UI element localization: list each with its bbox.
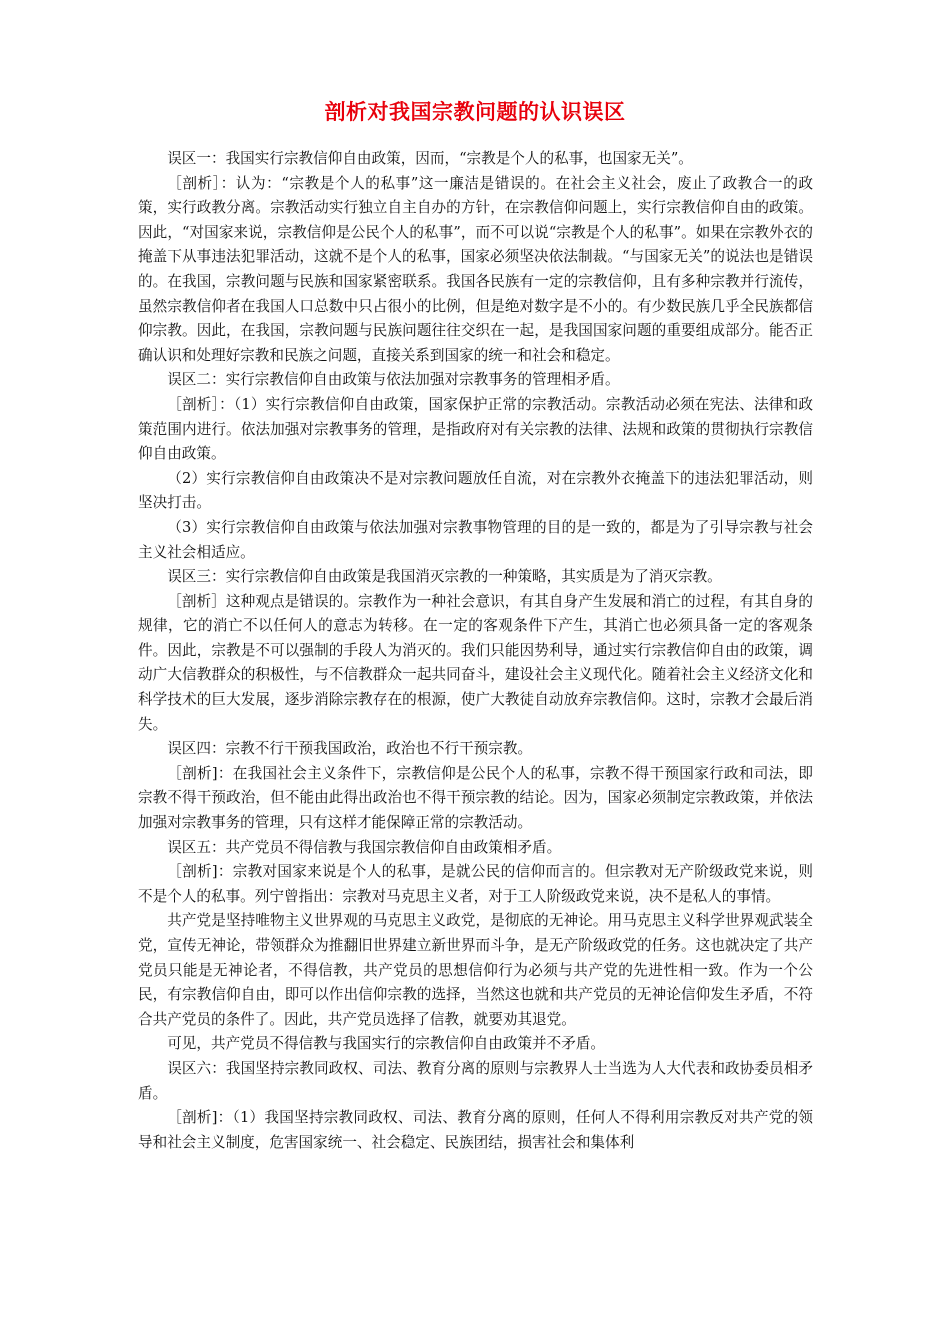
paragraph-analysis-2-point-1: ［剖析］：（1）实行宗教信仰自由政策，国家保护正常的宗教活动。宗教活动必须在宪法、法律和政策范围内进行。依法加强对宗教事务的管理，是指政府对有关宗教的法律、法规和政策的贯彻执行宗教信仰自由政策。 [138, 395, 813, 463]
paragraph-conclusion-5: 可见，共产党员不得信教与我国实行的宗教信仰自由政策并不矛盾。 [167, 1035, 606, 1053]
paragraph-analysis-2-point-2: （2）实行宗教信仰自由政策决不是对宗教问题放任自流，对在宗教外衣掩盖下的违法犯罪活动，则坚决打击。 [138, 469, 813, 512]
paragraph-analysis-4: ［剖析]：在我国社会主义条件下，宗教信仰是公民个人的私事，宗教不得干预国家行政和司法，即宗教不得干预政治，但不能由此得出政治也不得干预宗教的结论。因为，国家必须制定宗教政策，并依法加强对宗教事务的管理，只有这样才能保障正常的宗教活动。 [138, 764, 813, 832]
paragraph-misconception-2: 误区二：实行宗教信仰自由政策与依法加强对宗教事务的管理相矛盾。 [167, 371, 620, 389]
paragraph-analysis-5: ［剖析]：宗教对国家来说是个人的私事，是就公民的信仰而言的。但宗教对无产阶级政党来说，则不是个人的私事。列宁曾指出：宗教对马克思主义者，对于工人阶级政党来说，决不是私人的事情。 [138, 863, 813, 905]
paragraph-analysis-1: ［剖析］：认为：“宗教是个人的私事”这一廉洁是错误的。在社会主义社会，废止了政教合一的政策，实行政教分离。宗教活动实行独立自主自办的方针，在宗教信仰问题上，实行宗教信仰自由的政策。因此，“对国家来说，宗教信仰是公民个人的私事”，而不可以说“宗教是个人的私事”。如果在宗教外衣的掩盖下从事违法犯罪活动，这就不是个人的私事，国家必须坚决依法制裁。“与国家无关”的说法也是错误的。在我国，宗教问题与民族和国家紧密联系。我国各民族有一定的宗教信仰，且有多种宗教并行流传，虽然宗教信仰者在我国人口总数中只占很小的比例，但是绝对数字是不小的。有少数民族几乎全民族都信仰宗教。因此，在我国，宗教问题与民族问题往往交织在一起，是我国国家问题的重要组成部分。能否正确认识和处理好宗教和民族之问题，直接关系到国家的统一和社会和稳定。 [138, 174, 813, 364]
paragraph-analysis-6-point-1: ［剖析]：（1）我国坚持宗教同政权、司法、教育分离的原则，任何人不得利用宗教反对共产党的领导和社会主义制度，危害国家统一、社会稳定、民族团结，损害社会和集体利 [138, 1109, 813, 1151]
paragraph-analysis-3: ［剖析］这种观点是错误的。宗教作为一种社会意识，有其自身产生发展和消亡的过程，有其自身的规律，它的消亡不以任何人的意志为转移。在一定的客观条件下产生，其消亡也必须具备一定的客观条件。因此，宗教是不可以强制的手段人为消灭的。我们只能因势利导，通过实行宗教信仰自由的政策，调动广大信教群众的积极性，与不信教群众一起共同奋斗，建设社会主义现代化。随着社会主义经济文化和科学技术的巨大发展，逐步消除宗教存在的根源，使广大教徒自动放弃宗教信仰。这时，宗教才会最后消失。 [138, 592, 813, 733]
paragraph-misconception-6: 误区六：我国坚持宗教同政权、司法、教育分离的原则与宗教界人士当选为人大代表和政协委员相矛盾。 [138, 1059, 813, 1102]
paragraph-misconception-4: 误区四：宗教不行干预我国政治，政治也不行干预宗教。 [167, 740, 533, 758]
page-title: 剖析对我国宗教问题的认识误区 [324, 99, 626, 124]
paragraph-analysis-5-continued: 共产党是坚持唯物主义世界观的马克思主义政党，是彻底的无神论。用马克思主义科学世界观武装全党，宣传无神论，带领群众为推翻旧世界建立新世界而斗争，是无产阶级政党的任务。这也就决定了共产党员只能是无神论者，不得信教，共产党员的思想信仰行为必须与共产党的先进性相一致。作为一个公民，有宗教信仰自由，即可以作出信仰宗教的选择，当然这也就和共产党员的无神论信仰发生矛盾，不符合共产党员的条件了。因此，共产党员选择了信教，就要劝其退党。 [138, 912, 813, 1028]
paragraph-analysis-2-point-3: （3）实行宗教信仰自由政策与依法加强对宗教事物管理的目的是一致的，都是为了引导宗教与社会主义社会相适应。 [138, 518, 813, 561]
paragraph-misconception-3: 误区三：实行宗教信仰自由政策是我国消灭宗教的一种策略，其实质是为了消灭宗教。 [167, 568, 722, 586]
paragraph-misconception-5: 误区五：共产党员不得信教与我国宗教信仰自由政策相矛盾。 [167, 838, 562, 856]
paragraph-misconception-1: 误区一：我国实行宗教信仰自由政策，因而，“宗教是个人的私事，也国家无关”。 [167, 150, 693, 167]
article-body [138, 147, 813, 1155]
